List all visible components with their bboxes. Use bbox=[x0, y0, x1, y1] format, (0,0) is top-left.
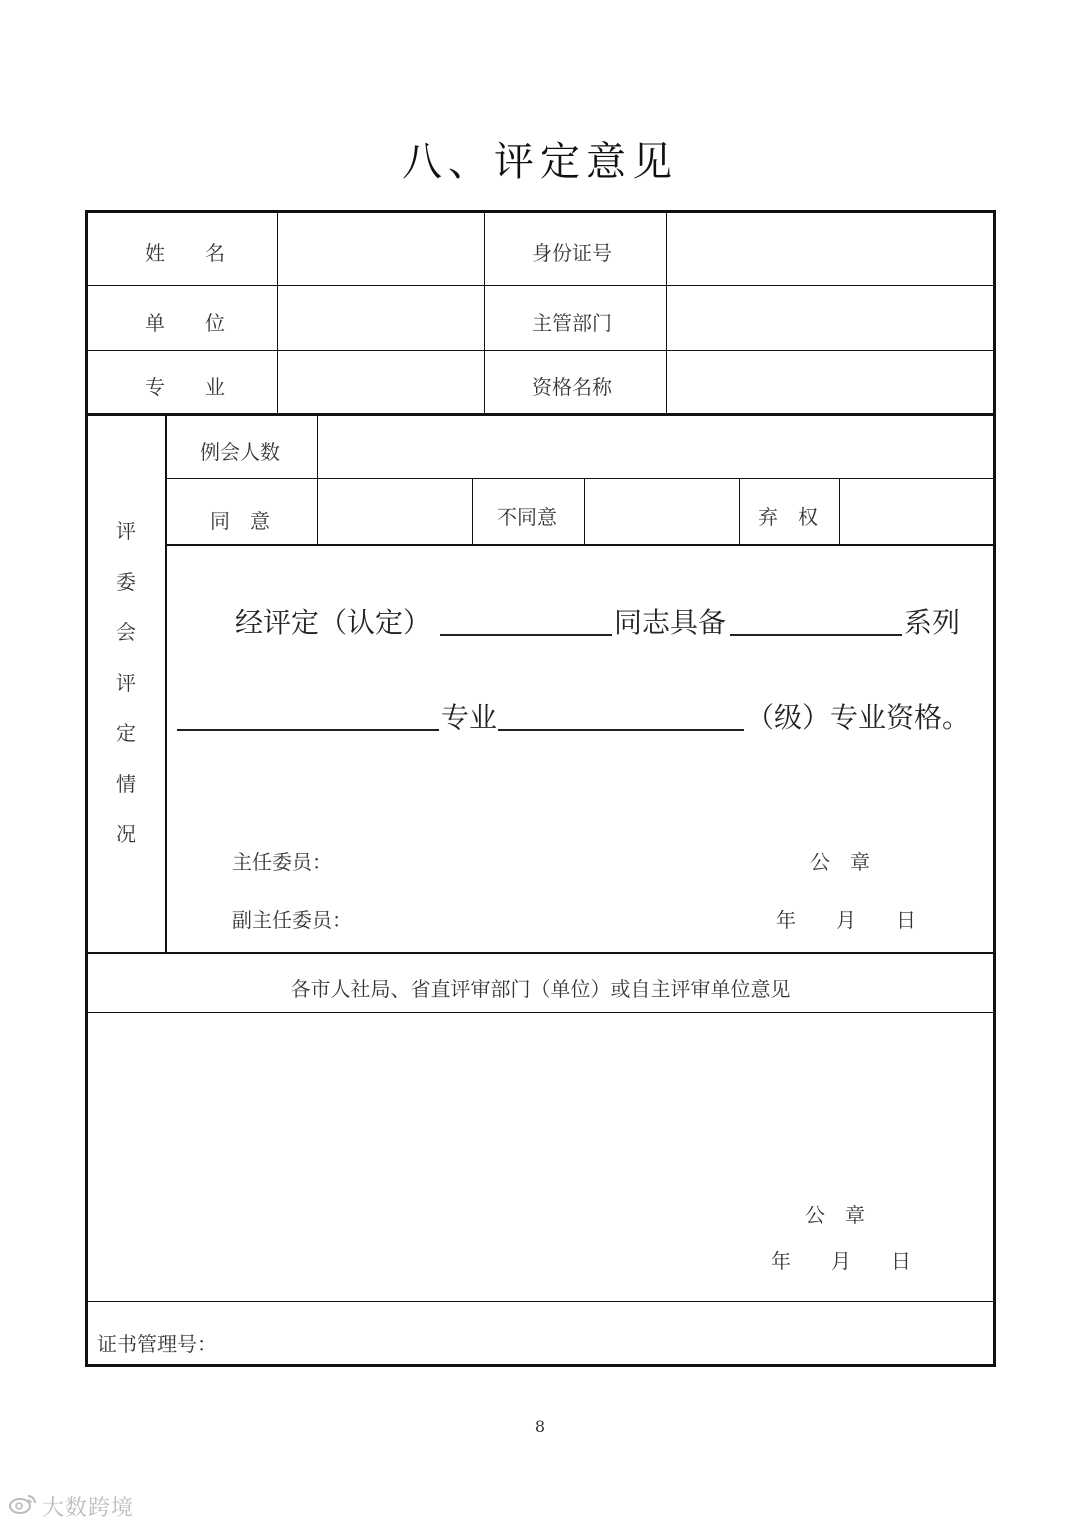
date-label-2: 年 月 日 bbox=[771, 1249, 911, 1273]
disagree-count-field[interactable] bbox=[587, 481, 737, 543]
page-title: 八、评定意见 bbox=[402, 139, 678, 185]
level-blank[interactable] bbox=[498, 729, 744, 731]
statement-part-3: 系列 bbox=[904, 606, 961, 639]
name-field[interactable] bbox=[280, 215, 482, 283]
statement-part-4: 专业 bbox=[441, 701, 498, 734]
abstain-label: 弃 权 bbox=[758, 505, 818, 529]
watermark bbox=[8, 1491, 134, 1522]
committee-title-char: 评 bbox=[116, 519, 136, 543]
qualification-label: 资格名称 bbox=[532, 375, 612, 399]
person-name-blank[interactable] bbox=[440, 634, 612, 636]
department-label: 主管部门 bbox=[532, 311, 612, 335]
series-blank[interactable] bbox=[730, 634, 902, 636]
date-label: 年 月 日 bbox=[776, 908, 916, 932]
statement-part-5: （级）专业资格。 bbox=[746, 701, 971, 734]
agree-label: 同 意 bbox=[210, 509, 270, 533]
statement-part-2: 同志具备 bbox=[614, 606, 727, 639]
certificate-number-label: 证书管理号： bbox=[97, 1332, 217, 1356]
committee-title-char: 评 bbox=[116, 670, 136, 695]
name-label: 姓 名 bbox=[145, 241, 225, 265]
committee-title-char: 情 bbox=[116, 771, 136, 796]
committee-title-char: 会 bbox=[116, 620, 136, 644]
disagree-label: 不同意 bbox=[497, 505, 557, 529]
page-number: 8 bbox=[534, 1417, 546, 1436]
abstain-count-field[interactable] bbox=[842, 481, 991, 543]
major-field[interactable] bbox=[280, 353, 482, 411]
committee-title-char: 况 bbox=[116, 822, 136, 846]
department-field[interactable] bbox=[669, 288, 991, 348]
seal-label: 公 章 bbox=[810, 850, 870, 874]
attendance-field[interactable] bbox=[320, 418, 991, 476]
id-number-field[interactable] bbox=[669, 215, 991, 283]
qualification-field[interactable] bbox=[669, 353, 991, 411]
opinion-section-header: 各市人社局、省直评审部门（单位）或自主评审单位意见 bbox=[290, 977, 791, 1001]
seal-label-2: 公 章 bbox=[805, 1203, 865, 1227]
chair-label: 主任委员： bbox=[232, 850, 332, 874]
id-number-label: 身份证号 bbox=[532, 241, 612, 265]
statement-part-1: 经评定（认定） bbox=[235, 606, 432, 639]
specialty-blank[interactable] bbox=[177, 729, 439, 731]
committee-title-char: 委 bbox=[116, 569, 136, 594]
committee-section-title bbox=[108, 506, 144, 860]
unit-label: 单 位 bbox=[145, 311, 225, 335]
attendance-label: 例会人数 bbox=[200, 440, 280, 464]
weibo-logo-icon bbox=[8, 1493, 38, 1521]
watermark-text: 大数跨境 bbox=[42, 1496, 135, 1521]
unit-field[interactable] bbox=[280, 288, 482, 348]
agree-count-field[interactable] bbox=[320, 481, 470, 543]
certificate-number-field[interactable] bbox=[220, 1304, 991, 1362]
vice-chair-label: 副主任委员： bbox=[232, 908, 352, 932]
committee-title-char: 定 bbox=[116, 721, 136, 745]
major-label: 专 业 bbox=[145, 375, 225, 399]
